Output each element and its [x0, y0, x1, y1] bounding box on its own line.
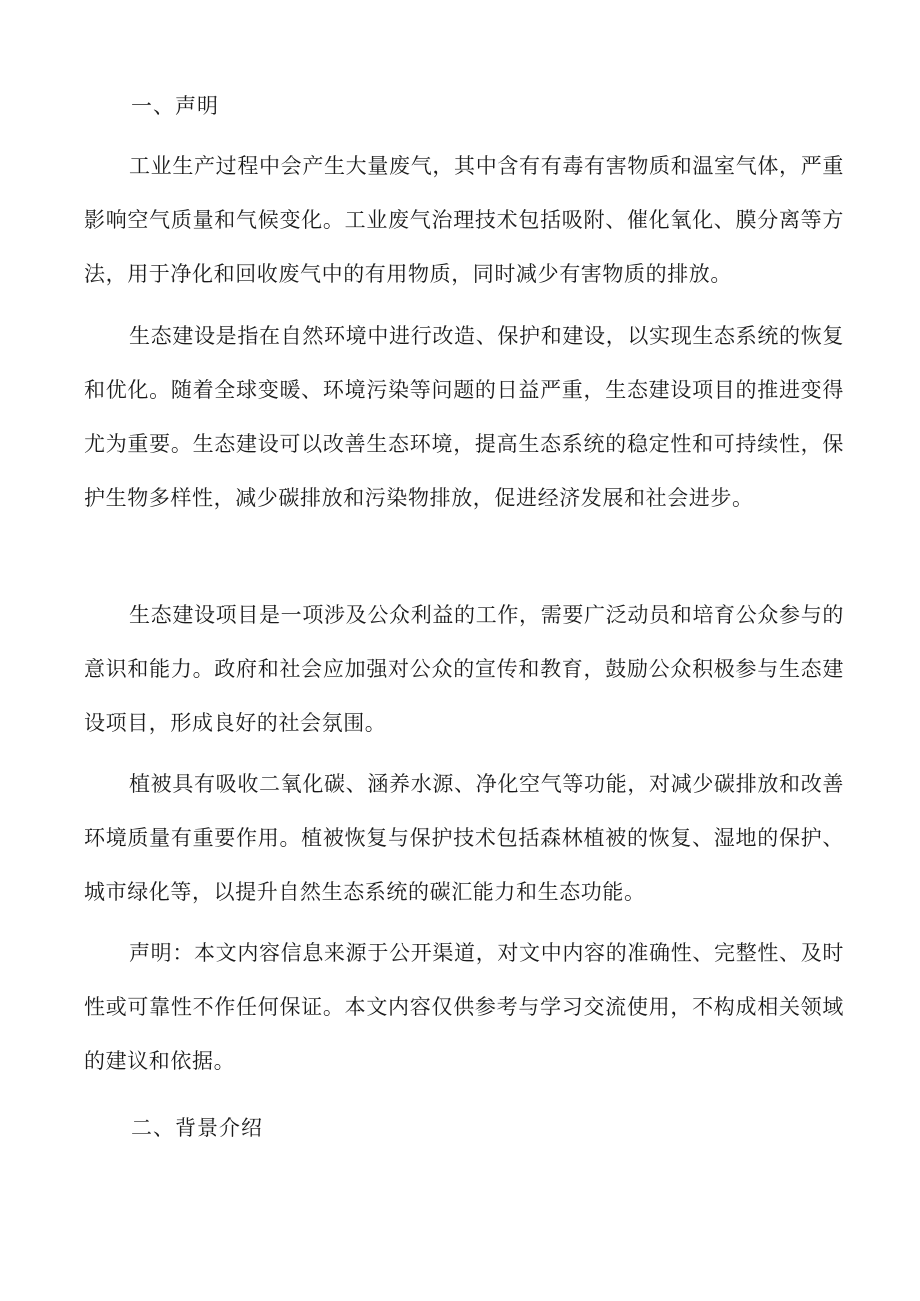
- paragraph-ecological-construction: 生态建设是指在自然环境中进行改造、保护和建设，以实现生态系统的恢复和优化。随着全球变暖、环境污染等问题的日益严重，生态建设项目的推进变得尤为重要。生态建设可以改善生态环境，提高生态系统的稳定性和可持续性，保护生物多样性，减少碳排放和污染物排放，促进经济发展和社会进步。: [84, 324, 844, 510]
- paragraph-disclaimer: 声明：本文内容信息来源于公开渠道，对文中内容的准确性、完整性、及时性或可靠性不作任何保证。本文内容仅供参考与学习交流使用，不构成相关领域的建议和依据。: [84, 941, 844, 1073]
- paragraph-industrial-exhaust: 工业生产过程中会产生大量废气，其中含有有毒有害物质和温室气体，严重影响空气质量和气候变化。工业废气治理技术包括吸附、催化氧化、膜分离等方法，用于净化和回收废气中的有用物质，同时减少有害物质的排放。: [84, 154, 844, 286]
- section-heading-declaration: 一、声明: [131, 94, 219, 118]
- paragraph-vegetation: 植被具有吸收二氧化碳、涵养水源、净化空气等功能，对减少碳排放和改善环境质量有重要作用。植被恢复与保护技术包括森林植被的恢复、湿地的保护、城市绿化等，以提升自然生态系统的碳汇能力和生态功能。: [84, 772, 844, 904]
- section-heading-background: 二、背景介绍: [131, 1116, 263, 1140]
- paragraph-public-participation: 生态建设项目是一项涉及公众利益的工作，需要广泛动员和培育公众参与的意识和能力。政府和社会应加强对公众的宣传和教育，鼓励公众积极参与生态建设项目，形成良好的社会氛围。: [84, 603, 844, 735]
